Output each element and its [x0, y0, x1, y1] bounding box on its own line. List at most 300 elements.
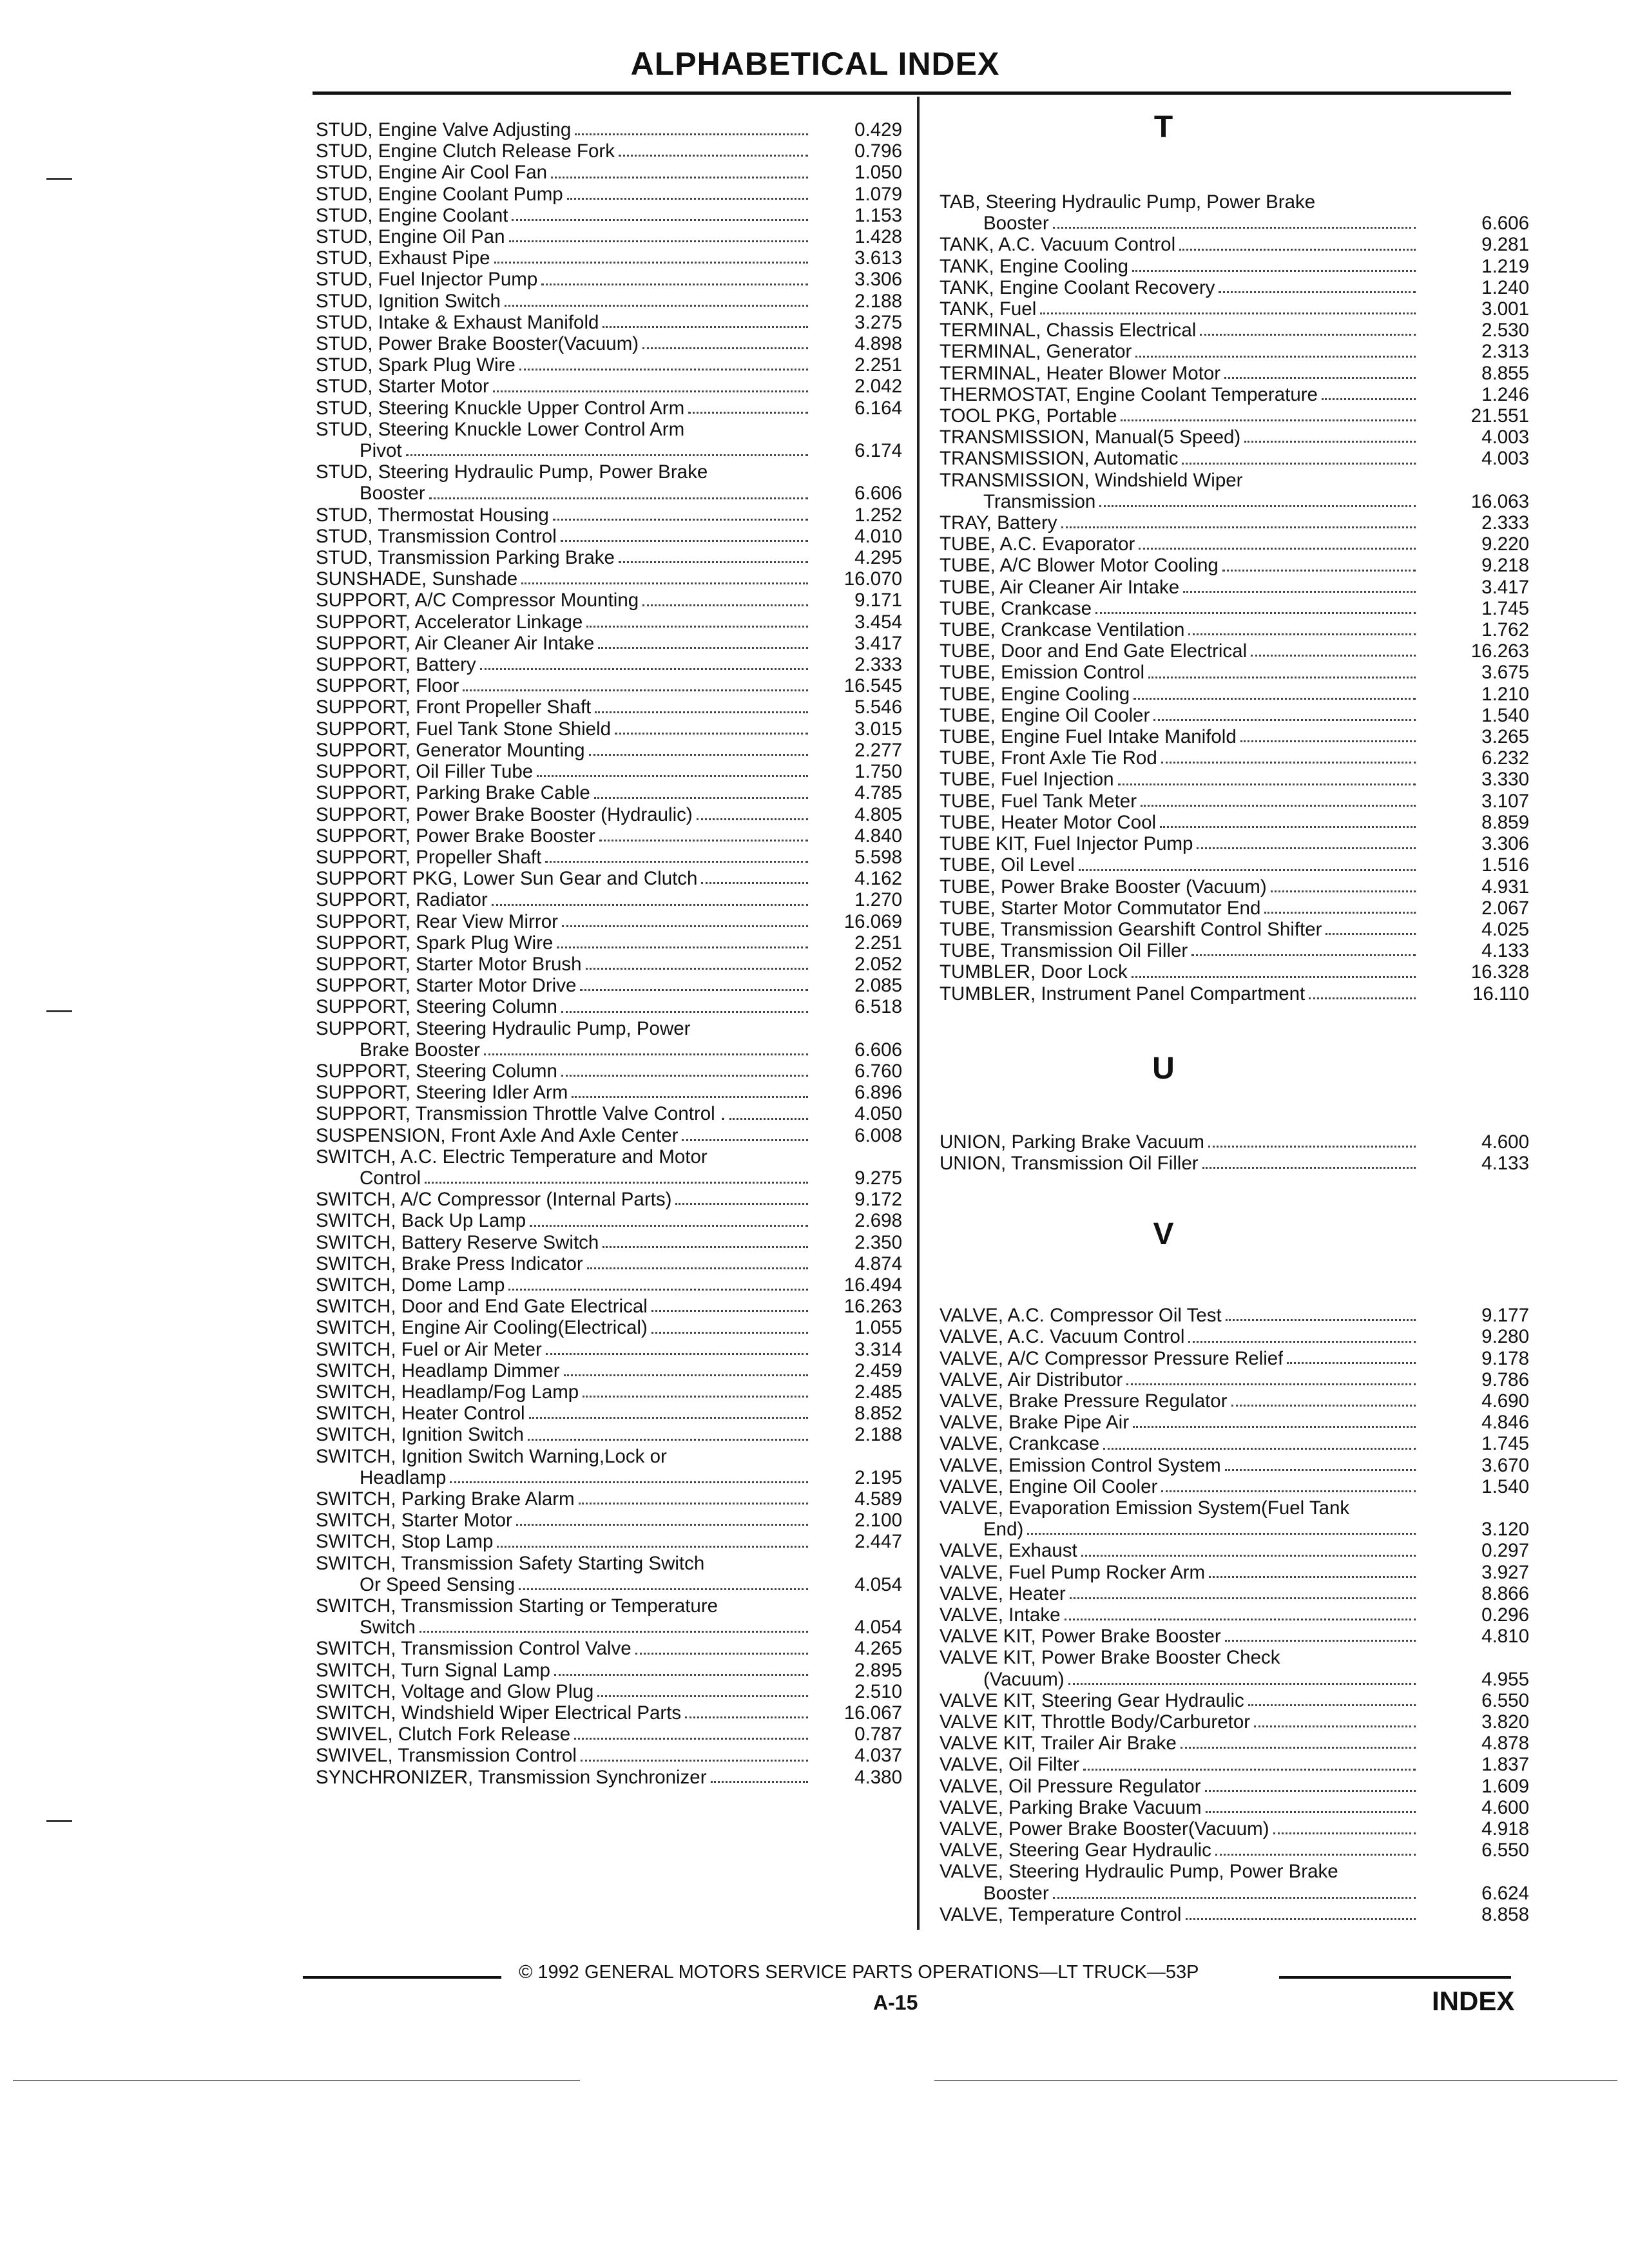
index-entry-number: 3.670 [1481, 1454, 1529, 1476]
index-entry [316, 1467, 902, 1488]
dot-leader [1325, 933, 1416, 935]
dot-leader [567, 198, 808, 200]
index-entry [940, 1305, 1529, 1326]
dot-leader [729, 1118, 808, 1120]
index-entry [940, 298, 1529, 320]
index-entry-name: VALVE KIT, Trailer Air Brake [940, 1733, 1177, 1754]
index-entry-number: 5.546 [854, 697, 902, 718]
index-entry-number: 2.251 [854, 932, 902, 954]
dot-leader [651, 1332, 808, 1334]
index-entry-name: STUD, Engine Oil Pan [316, 226, 505, 248]
index-entry [940, 1626, 1529, 1647]
dot-leader [516, 1524, 808, 1526]
section-letter-t: T [1153, 110, 1173, 144]
index-entry [940, 1711, 1529, 1733]
index-entry [940, 598, 1529, 619]
index-entry [940, 234, 1529, 255]
dot-leader [1053, 1897, 1416, 1899]
index-entry-number: 4.600 [1481, 1131, 1529, 1153]
index-entry-name: VALVE, Oil Pressure Regulator [940, 1775, 1201, 1797]
section-spacer [940, 1086, 1529, 1131]
index-entry [316, 1360, 902, 1381]
dot-leader [635, 1653, 808, 1655]
index-entry-number: 4.600 [1481, 1796, 1529, 1818]
index-entry-name: VALVE, Evaporation Emission System(Fuel Tank [940, 1497, 1350, 1519]
index-entry-number: 1.240 [1481, 276, 1529, 298]
index-entry [316, 1681, 902, 1702]
index-entry-number: 6.760 [854, 1060, 902, 1082]
dot-leader [579, 1503, 808, 1504]
index-entry [940, 854, 1529, 876]
index-entry [316, 825, 902, 847]
index-entry-name: STUD, Steering Knuckle Upper Control Arm [316, 397, 685, 419]
index-entry [316, 1745, 902, 1766]
index-entry-number: 1.609 [1481, 1775, 1529, 1797]
index-entry [940, 405, 1529, 427]
index-entry [316, 526, 902, 547]
dot-leader [1161, 762, 1416, 764]
index-entry [940, 1840, 1529, 1861]
index-entry-name: SWITCH, A/C Compressor (Internal Parts) [316, 1189, 672, 1211]
index-entry-name: SWITCH, Voltage and Glow Plug [316, 1680, 594, 1702]
dot-leader [1240, 740, 1416, 742]
index-entry-name: SWITCH, Headlamp/Fog Lamp [316, 1381, 579, 1403]
dot-leader [1103, 1448, 1416, 1450]
index-entry [940, 940, 1529, 961]
dot-leader [429, 497, 808, 499]
index-entry-name: TUBE, Crankcase [940, 597, 1092, 619]
dot-leader [497, 1546, 808, 1548]
index-entry-number: 5.598 [854, 846, 902, 868]
index-entry-number: 3.107 [1481, 790, 1529, 812]
index-entry-number: 9.177 [1481, 1305, 1529, 1327]
index-entry-name: TERMINAL, Chassis Electrical [940, 320, 1197, 341]
dot-leader [554, 1674, 808, 1676]
index-entry-number: 2.042 [854, 376, 902, 398]
index-entry-name: SWITCH, Parking Brake Alarm [316, 1488, 575, 1510]
index-entry-name: SUSPENSION, Front Axle And Axle Center [316, 1124, 679, 1146]
index-entry-number: 6.606 [854, 483, 902, 505]
dot-leader [619, 155, 808, 157]
dot-leader [561, 1075, 808, 1077]
index-entry-name: SUPPORT, A/C Compressor Mounting [316, 590, 639, 611]
dot-leader [587, 1267, 808, 1269]
index-entry-number: 4.010 [854, 525, 902, 547]
dot-leader [1248, 1704, 1416, 1706]
dot-leader [586, 968, 808, 970]
index-entry-number: 2.188 [854, 290, 902, 312]
index-entry-name: VALVE, Fuel Pump Rocker Arm [940, 1561, 1206, 1583]
index-entry-number: 2.485 [854, 1381, 902, 1403]
index-entry-number: 3.927 [1481, 1561, 1529, 1583]
dot-leader [1079, 869, 1416, 871]
index-entry [940, 1562, 1529, 1583]
index-entry-name: TUMBLER, Door Lock [940, 961, 1128, 983]
dot-leader [521, 582, 808, 584]
dot-leader [450, 1481, 808, 1483]
index-entry-number: 1.540 [1481, 704, 1529, 726]
index-entry-name: SUPPORT, Parking Brake Cable [316, 782, 590, 804]
dot-leader [493, 390, 808, 392]
index-entry [940, 833, 1529, 854]
index-entry [316, 354, 902, 376]
index-entry [940, 277, 1529, 298]
index-entry-number: 2.333 [854, 654, 902, 676]
index-entry-name: VALVE, Brake Pressure Regulator [940, 1390, 1228, 1412]
index-entry-number: 3.015 [854, 718, 902, 740]
index-entry-name: TUBE, A.C. Evaporator [940, 533, 1135, 555]
index-entry [940, 961, 1529, 983]
index-entry [940, 812, 1529, 833]
index-entry-name: SUPPORT, Accelerator Linkage [316, 611, 583, 633]
index-entry-number: 2.188 [854, 1424, 902, 1446]
index-entry [316, 1061, 902, 1082]
index-entry-number: 8.858 [1481, 1903, 1529, 1925]
index-entry-name: SUPPORT, Transmission Throttle Valve Control . [316, 1103, 726, 1125]
index-entry-name: TUBE, Starter Motor Commutator End [940, 897, 1261, 919]
index-entry-number: 16.110 [1472, 983, 1529, 1004]
index-entry-name: SWITCH, Door and End Gate Electrical [316, 1296, 648, 1318]
dot-leader [1126, 1383, 1416, 1385]
index-entry [940, 747, 1529, 769]
index-entry-name: SUPPORT, Floor [316, 675, 459, 697]
index-entry-number: 1.079 [854, 183, 902, 205]
dot-leader [642, 604, 808, 606]
index-entry-name: STUD, Starter Motor [316, 376, 489, 398]
index-entry-number: 6.518 [854, 996, 902, 1018]
index-entry-continuation: Switch [360, 1617, 416, 1639]
dot-leader [1118, 783, 1416, 785]
index-entry [316, 1082, 902, 1103]
index-entry [940, 898, 1529, 919]
index-entry-number: 1.516 [1481, 854, 1529, 876]
index-entry [316, 718, 902, 740]
dot-leader [1188, 633, 1416, 635]
index-entry [940, 876, 1529, 898]
index-entry [316, 440, 902, 461]
index-entry-number: 4.265 [854, 1638, 902, 1660]
index-entry-number: 3.330 [1481, 769, 1529, 791]
dot-leader [1083, 1769, 1416, 1771]
index-entry-name: SWITCH, Heater Control [316, 1403, 525, 1425]
index-entry [940, 1733, 1529, 1754]
dot-leader [1200, 334, 1416, 336]
index-entry [316, 312, 902, 333]
index-entry-number: 1.270 [854, 889, 902, 911]
index-entry-number: 21.551 [1470, 405, 1529, 427]
index-entry [316, 911, 902, 932]
title-rule [313, 91, 1511, 95]
dot-leader [675, 1203, 808, 1205]
index-entry-number: 4.380 [854, 1766, 902, 1788]
index-entry-name: STUD, Spark Plug Wire [316, 354, 516, 376]
index-entry-name: TUBE, Air Cleaner Air Intake [940, 576, 1180, 598]
index-entry [316, 1103, 902, 1124]
index-entry [940, 341, 1529, 362]
index-entry [940, 1904, 1529, 1925]
index-entry-name: STUD, Exhaust Pipe [316, 247, 490, 269]
index-entry [940, 1476, 1529, 1497]
index-entry [940, 320, 1529, 341]
index-entry [940, 1433, 1529, 1454]
index-entry-number: 0.297 [1481, 1540, 1529, 1562]
dot-leader [602, 1246, 808, 1248]
index-entry-continuation: Booster [983, 213, 1049, 235]
dot-leader [1139, 548, 1416, 550]
dot-leader [1068, 1683, 1416, 1685]
index-entry [316, 483, 902, 504]
index-entry [316, 547, 902, 568]
index-entry [316, 847, 902, 868]
index-entry-name: THERMOSTAT, Engine Coolant Temperature [940, 383, 1318, 405]
dot-leader [651, 1310, 808, 1312]
index-entry [940, 1326, 1529, 1347]
section-spacer [940, 1252, 1529, 1305]
index-entry [316, 889, 902, 910]
index-entry [940, 1455, 1529, 1476]
dot-leader [598, 647, 808, 649]
index-entry-number: 1.246 [1481, 383, 1529, 405]
index-entry [940, 1369, 1529, 1390]
index-entry-name: TUBE, Door and End Gate Electrical [940, 640, 1248, 662]
dot-leader [572, 1096, 808, 1098]
dot-leader [1271, 890, 1416, 892]
dot-leader [1161, 1490, 1416, 1492]
index-entry-name: VALVE, Exhaust [940, 1540, 1077, 1562]
index-entry-name: STUD, Engine Air Cool Fan [316, 162, 548, 184]
dot-leader [1244, 441, 1416, 443]
index-entry [940, 1540, 1529, 1561]
index-entry-name: VALVE, Intake [940, 1604, 1061, 1626]
index-entry-name: SUPPORT, Propeller Shaft [316, 846, 542, 868]
index-entry-number: 8.855 [1481, 362, 1529, 384]
index-entry-name: SUPPORT, Rear View Mirror [316, 910, 558, 932]
index-entry [316, 697, 902, 718]
index-entry-number: 4.589 [854, 1488, 902, 1510]
index-entry-name: VALVE, Steering Hydraulic Pump, Power Brake [940, 1861, 1338, 1883]
index-entry-number: 16.067 [843, 1702, 902, 1724]
index-entry [940, 491, 1529, 512]
index-entry-number: 6.008 [854, 1124, 902, 1146]
dot-leader [1226, 1319, 1416, 1321]
column-divider [917, 97, 920, 1930]
index-entry [940, 1604, 1529, 1626]
index-entry-name: STUD, Engine Clutch Release Fork [316, 140, 615, 162]
index-entry-name: STUD, Ignition Switch [316, 290, 501, 312]
index-entry [940, 427, 1529, 448]
index-entry-number: 1.055 [854, 1317, 902, 1339]
index-entry-name: VALVE KIT, Power Brake Booster Check [940, 1647, 1280, 1669]
index-entry-name: SWITCH, Ignition Switch Warning,Lock or [316, 1445, 667, 1467]
dot-leader [553, 519, 808, 521]
index-entry-number: 2.277 [854, 739, 902, 761]
index-entry-number: 2.052 [854, 953, 902, 975]
index-entry [316, 1381, 902, 1403]
dot-leader [1081, 1555, 1416, 1557]
index-entry-number: 1.050 [854, 162, 902, 184]
index-entry-number: 8.852 [854, 1403, 902, 1425]
index-entry-number: 2.333 [1481, 512, 1529, 534]
index-entry [316, 1702, 902, 1724]
dot-leader [1160, 826, 1416, 828]
index-entry-name: VALVE, Emission Control System [940, 1454, 1221, 1476]
index-entry-name: SUPPORT, Generator Mounting [316, 739, 585, 761]
index-entry-number: 6.550 [1481, 1689, 1529, 1711]
index-entry [316, 590, 902, 611]
index-entry-name: VALVE, Brake Pipe Air [940, 1412, 1130, 1434]
dot-leader [1209, 1576, 1416, 1578]
index-entry-number: 16.070 [843, 568, 902, 590]
index-entry-number: 3.265 [1481, 726, 1529, 748]
index-entry [940, 384, 1529, 405]
index-entry-name: SWITCH, Back Up Lamp [316, 1210, 526, 1232]
dot-leader [537, 775, 808, 777]
index-entry-number: 1.210 [1481, 683, 1529, 705]
index-entry-name: VALVE KIT, Steering Gear Hydraulic [940, 1689, 1244, 1711]
index-entry [940, 533, 1529, 555]
index-entry-name: SUPPORT, Radiator [316, 889, 488, 911]
index-entry-number: 3.417 [854, 632, 902, 654]
dot-leader [406, 454, 808, 456]
dot-leader [642, 347, 808, 349]
index-entry [316, 996, 902, 1017]
index-entry-number: 4.810 [1481, 1626, 1529, 1648]
dot-leader [546, 1353, 808, 1355]
index-entry-number: 6.164 [854, 397, 902, 419]
dot-leader [1231, 1405, 1416, 1407]
index-entry-name: TANK, Engine Cooling [940, 255, 1128, 277]
footer-rule-left [303, 1976, 501, 1979]
index-entry-number: 3.675 [1481, 662, 1529, 684]
dot-leader [519, 369, 808, 370]
index-entry [940, 983, 1529, 1004]
index-entry-continuation: Control [360, 1167, 421, 1189]
index-entry [316, 205, 902, 226]
index-entry-number: 16.494 [843, 1274, 902, 1296]
dot-leader [519, 1588, 808, 1590]
index-entry-number: 6.232 [1481, 747, 1529, 769]
index-entry-number: 1.252 [854, 504, 902, 526]
index-entry [316, 1424, 902, 1445]
index-entry [316, 1125, 902, 1146]
index-entry-continuation: Headlamp [360, 1466, 447, 1488]
page-title: ALPHABETICAL INDEX [630, 46, 1000, 82]
index-entry-name: SUPPORT, Steering Hydraulic Pump, Power [316, 1017, 691, 1039]
dot-leader [589, 754, 808, 756]
index-entry-name: VALVE, Engine Oil Cooler [940, 1475, 1158, 1497]
index-entry-number: 4.898 [854, 333, 902, 355]
index-entry-name: TUBE, Heater Motor Cool [940, 811, 1157, 833]
index-entry-name: STUD, Steering Hydraulic Pump, Power Brake [316, 461, 708, 483]
index-entry-name: SUNSHADE, Sunshade [316, 568, 518, 590]
index-entry-name: TUBE, Transmission Gearshift Control Shifter [940, 918, 1322, 940]
index-entry-name: SWITCH, Ignition Switch [316, 1424, 524, 1446]
index-entry [316, 140, 902, 162]
index-entry [316, 868, 902, 889]
index-entry-name: SUPPORT, Starter Motor Brush [316, 953, 582, 975]
index-entry-name: STUD, Steering Knuckle Lower Control Arm [316, 418, 685, 440]
dot-leader [541, 284, 808, 285]
index-entry-name: TUBE, Engine Fuel Intake Manifold [940, 726, 1237, 748]
dot-leader [528, 1439, 808, 1441]
index-entry-name: SWITCH, Battery Reserve Switch [316, 1231, 599, 1253]
index-entry [940, 1583, 1529, 1604]
dot-leader [529, 1417, 808, 1419]
index-entry [316, 654, 902, 675]
index-entry-name: SWITCH, Fuel or Air Meter [316, 1338, 542, 1360]
index-entry-number: 1.750 [854, 761, 902, 783]
index-entry-name: SUPPORT, Front Propeller Shaft [316, 697, 592, 718]
index-entry [316, 247, 902, 269]
dot-leader [1065, 1619, 1416, 1620]
index-entry-number: 4.805 [854, 803, 902, 825]
index-entry [940, 1797, 1529, 1818]
index-entry-number: 2.085 [854, 975, 902, 997]
index-entry [940, 577, 1529, 598]
dot-leader [685, 1716, 808, 1718]
dot-leader [494, 262, 808, 264]
dot-leader [1095, 612, 1416, 614]
dot-leader [1132, 270, 1416, 272]
index-column-right [940, 110, 1529, 1925]
index-entry [316, 1574, 902, 1595]
index-entry-name: SWITCH, Brake Press Indicator [316, 1253, 583, 1274]
dot-leader [1040, 312, 1416, 314]
index-entry-number: 3.306 [854, 269, 902, 291]
dot-leader [711, 1781, 808, 1783]
dot-leader [1208, 1146, 1416, 1148]
index-entry-number: 6.174 [854, 440, 902, 462]
index-entry-name: TUBE, Fuel Tank Meter [940, 790, 1137, 812]
dot-leader [1027, 1533, 1416, 1535]
index-entry [316, 184, 902, 205]
index-entry-number: 16.263 [843, 1296, 902, 1318]
index-entry [940, 1390, 1529, 1412]
dot-leader [602, 326, 808, 328]
index-entry-name: SWITCH, Engine Air Cooling(Electrical) [316, 1317, 648, 1339]
index-entry [940, 1818, 1529, 1840]
index-entry-number: 1.540 [1481, 1475, 1529, 1497]
index-entry-number: 3.314 [854, 1338, 902, 1360]
index-entry-name: VALVE, Air Distributor [940, 1369, 1123, 1390]
index-entry-number: 0.796 [854, 140, 902, 162]
index-entry-number: 2.350 [854, 1231, 902, 1253]
index-entry [940, 1153, 1529, 1174]
dot-leader [561, 1011, 808, 1013]
index-entry [316, 1724, 902, 1745]
index-entry [316, 226, 902, 247]
dot-leader [580, 989, 808, 991]
dot-leader [597, 1695, 808, 1697]
dot-leader [551, 177, 808, 178]
index-entry-number: 9.172 [854, 1189, 902, 1211]
index-entry-name: TUBE KIT, Fuel Injector Pump [940, 833, 1193, 855]
index-entry-number: 3.306 [1481, 833, 1529, 855]
index-entry-name: VALVE, Heater [940, 1582, 1066, 1604]
index-entry-number: 9.220 [1481, 533, 1529, 555]
index-entry-number: 0.296 [1481, 1604, 1529, 1626]
dot-leader [1148, 677, 1416, 678]
dot-leader [1225, 1469, 1416, 1471]
dot-leader [1053, 227, 1416, 229]
dot-leader [1181, 1747, 1416, 1749]
dot-leader [615, 733, 808, 735]
index-entry-number: 6.624 [1481, 1882, 1529, 1904]
index-entry [316, 932, 902, 954]
footer-copyright: © 1992 GENERAL MOTORS SERVICE PARTS OPERATIONS—LT TRUCK—53P [519, 1962, 1199, 1983]
dot-leader [1191, 954, 1416, 956]
index-entry-name: VALVE, Crankcase [940, 1433, 1100, 1455]
